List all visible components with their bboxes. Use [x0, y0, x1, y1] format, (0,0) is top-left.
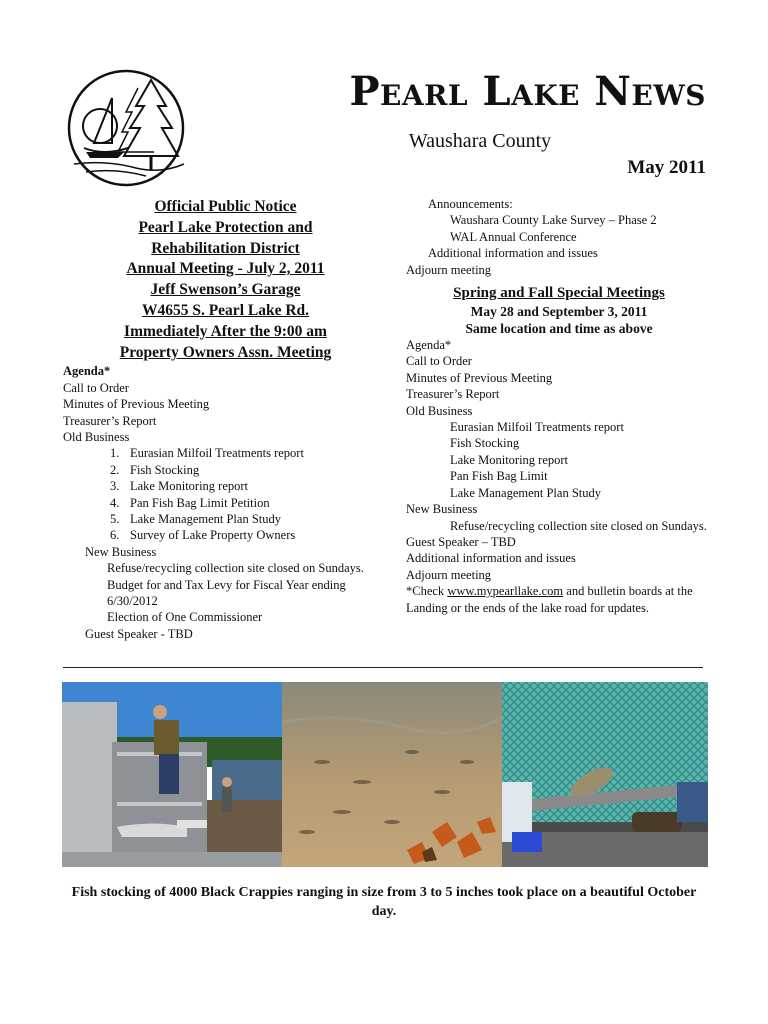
county-subtitle: Waushara County: [408, 130, 552, 152]
notice-heading-line: Rehabilitation District: [151, 239, 300, 257]
photo-stocking-truck: [62, 682, 282, 867]
photo-fish-net: [502, 682, 708, 867]
right-column: [406, 196, 712, 616]
special-meetings-location: Same location and time as above: [465, 321, 653, 337]
list-item: Lake Monitoring report: [130, 479, 249, 494]
agenda-item: Call to Order: [63, 380, 129, 395]
agenda-item: Call to Order: [406, 354, 472, 369]
notice-heading-line: Official Public Notice: [154, 198, 297, 215]
photo-caption: Fish stocking of 4000 Black Crappies ranging in size from 3 to 5 inches took place on a beautiful October day.: [71, 885, 697, 919]
guest-speaker: Guest Speaker - TBD: [85, 626, 193, 641]
list-item: Pan Fish Bag Limit Petition: [130, 495, 270, 510]
list-item: Fish Stocking: [450, 436, 520, 451]
agenda-item: Additional information and issues: [406, 551, 576, 566]
notice-heading: [55, 197, 396, 363]
updates-note: [406, 583, 712, 616]
notice-heading-line: W4655 S. Pearl Lake Rd.: [141, 301, 310, 319]
agenda-label: Agenda*: [63, 364, 111, 379]
issue-date: May 2011: [627, 157, 706, 178]
announcements-label: Announcements:: [428, 197, 513, 211]
agenda-item: Minutes of Previous Meeting: [406, 370, 553, 385]
list-item: Refuse/recycling collection site closed on Sundays.: [107, 561, 364, 576]
updates-note-prefix: *Check: [406, 584, 448, 599]
special-meetings-dates: May 28 and September 3, 2011: [470, 304, 648, 320]
notice-heading-line: Property Owners Assn. Meeting: [119, 343, 332, 361]
notice-heading-line: Pearl Lake Protection and: [138, 218, 313, 236]
list-item: WAL Annual Conference: [450, 229, 577, 244]
old-business-list: [63, 445, 378, 543]
agenda-item: Additional information and issues: [428, 246, 598, 261]
agenda-label: Agenda*: [406, 338, 452, 353]
list-item: Waushara County Lake Survey – Phase 2: [450, 213, 657, 228]
newsletter-title: Pearl Lake News: [349, 68, 706, 115]
new-business-label: New Business: [406, 502, 478, 517]
updates-note-suffix: and bulletin boards at the Landing or the ends of the lake road for updates.: [406, 584, 693, 615]
list-item: Refuse/recycling collection site closed on Sundays.: [450, 518, 707, 533]
list-item: Budget for and Tax Levy for Fiscal Year ending 6/30/2012: [107, 577, 346, 609]
photo-lake-bottom: [282, 682, 502, 867]
special-meetings-heading: Spring and Fall Special Meetings: [453, 285, 665, 302]
list-item: Pan Fish Bag Limit: [450, 469, 548, 484]
notice-heading-line: Annual Meeting - July 2, 2011: [126, 260, 325, 278]
pearl-lake-logo: [66, 68, 192, 190]
list-item: Eurasian Milfoil Treatments report: [450, 420, 624, 435]
new-business-label: New Business: [85, 544, 157, 559]
notice-heading-line: Immediately After the 9:00 am: [124, 322, 327, 340]
agenda-item: Old Business: [406, 403, 473, 418]
list-item: Election of One Commissioner: [107, 610, 263, 625]
notice-heading-line: Jeff Swenson’s Garage: [150, 281, 301, 299]
agenda-item: Minutes of Previous Meeting: [63, 397, 210, 412]
agenda-item: Old Business: [63, 430, 130, 444]
annual-meeting-notice: [63, 197, 378, 642]
list-item: Lake Management Plan Study: [130, 512, 282, 527]
list-item: Survey of Lake Property Owners: [130, 528, 296, 543]
agenda-item: Treasurer’s Report: [63, 413, 157, 428]
website-link[interactable]: www.mypearllake.com: [447, 584, 564, 599]
agenda-item: Treasurer’s Report: [406, 387, 500, 402]
list-item: Eurasian Milfoil Treatments report: [130, 446, 304, 461]
photo-strip: [62, 682, 708, 867]
section-divider: [63, 667, 703, 668]
list-item: Lake Monitoring report: [450, 452, 569, 467]
list-item: Lake Management Plan Study: [450, 485, 602, 500]
agenda-item: Adjourn meeting: [406, 567, 492, 582]
agenda-item: Adjourn meeting: [406, 262, 492, 277]
guest-speaker: Guest Speaker – TBD: [406, 534, 516, 549]
list-item: Fish Stocking: [130, 462, 200, 477]
